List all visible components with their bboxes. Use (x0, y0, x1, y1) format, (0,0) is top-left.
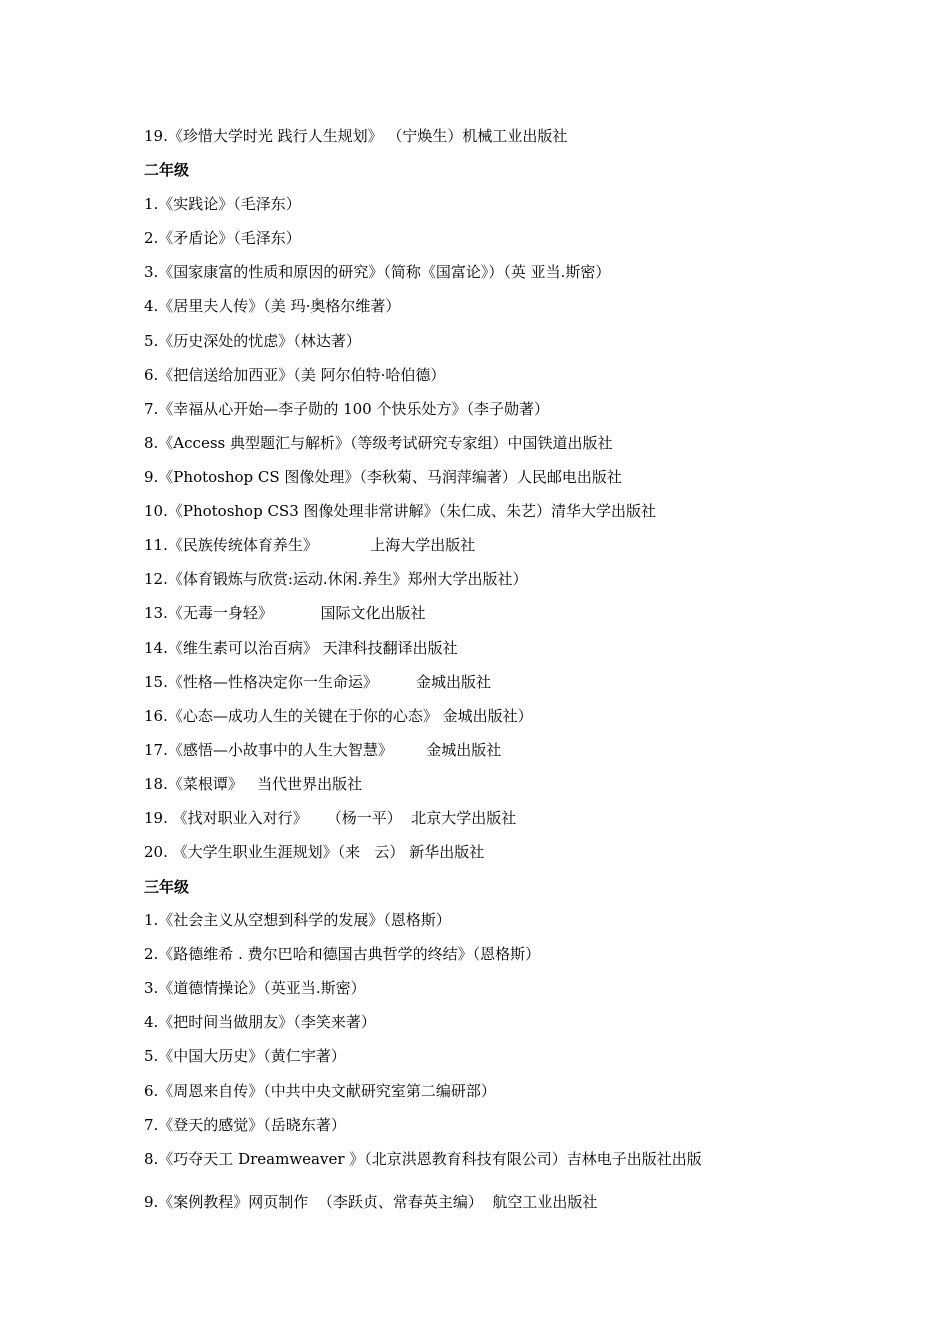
list-item: 20. 《大学生职业生涯规划》（来 云） 新华出版社 (144, 843, 485, 861)
list-item: 3.《道德情操论》（英亚当.斯密） (144, 979, 366, 997)
list-item: 6.《把信送给加西亚》（美 阿尔伯特·哈伯德） (144, 366, 446, 384)
list-item: 8.《Access 典型题汇与解析》（等级考试研究专家组）中国铁道出版社 (144, 434, 613, 452)
list-item: 5.《中国大历史》（黄仁宇著） (144, 1047, 346, 1065)
section-heading: 三年级 (144, 878, 190, 896)
list-item: 1.《社会主义从空想到科学的发展》（恩格斯） (144, 911, 451, 929)
section-heading: 二年级 (144, 161, 190, 179)
list-item: 8.《巧夺天工 Dreamweaver 》（北京洪恩教育科技有限公司）吉林电子出版社出版 (144, 1150, 702, 1168)
list-item: 11.《民族传统体育养生》 上海大学出版社 (144, 536, 476, 554)
list-item: 3.《国家康富的性质和原因的研究》（简称《国富论》）（英 亚当.斯密） (144, 263, 611, 281)
list-item: 18.《菜根谭》 当代世界出版社 (144, 775, 363, 793)
list-item: 1.《实践论》（毛泽东） (144, 195, 301, 213)
list-item: 6.《周恩来自传》（中共中央文献研究室第二编研部） (144, 1082, 496, 1100)
list-item: 4.《居里夫人传》（美 玛·奥格尔维著） (144, 297, 401, 315)
list-item: 19.《珍惜大学时光 践行人生规划》 （宁焕生）机械工业出版社 (144, 127, 568, 145)
list-item: 9.《Photoshop CS 图像处理》（李秋菊、马润萍编著）人民邮电出版社 (144, 468, 622, 486)
list-item: 5.《历史深处的忧虑》（林达著） (144, 332, 361, 350)
list-item: 16.《心态—成功人生的关键在于你的心态》 金城出版社） (144, 707, 533, 725)
list-item: 19. 《找对职业入对行》 （杨一平） 北京大学出版社 (144, 809, 517, 827)
list-item: 4.《把时间当做朋友》（李笑来著） (144, 1013, 376, 1031)
list-item: 17.《感悟—小故事中的人生大智慧》 金城出版社 (144, 741, 502, 759)
list-item: 9.《案例教程》网页制作 （李跃贞、常春英主编） 航空工业出版社 (144, 1193, 598, 1211)
list-item: 2.《路德维希 . 费尔巴哈和德国古典哲学的终结》（恩格斯） (144, 945, 541, 963)
list-item: 12.《体育锻炼与欣赏:运动.休闲.养生》郑州大学出版社） (144, 570, 528, 588)
list-item: 15.《性格—性格决定你一生命运》 金城出版社 (144, 673, 492, 691)
list-item: 7.《登天的感觉》（岳晓东著） (144, 1116, 346, 1134)
list-item: 10.《Photoshop CS3 图像处理非常讲解》（朱仁成、朱艺）清华大学出版社 (144, 502, 657, 520)
list-item: 13.《无毒一身轻》 国际文化出版社 (144, 604, 426, 622)
list-item: 14.《维生素可以治百病》 天津科技翻译出版社 (144, 639, 458, 657)
list-item: 7.《幸福从心开始—李子勋的 100 个快乐处方》（李子勋著） (144, 400, 549, 418)
list-item: 2.《矛盾论》（毛泽东） (144, 229, 301, 247)
